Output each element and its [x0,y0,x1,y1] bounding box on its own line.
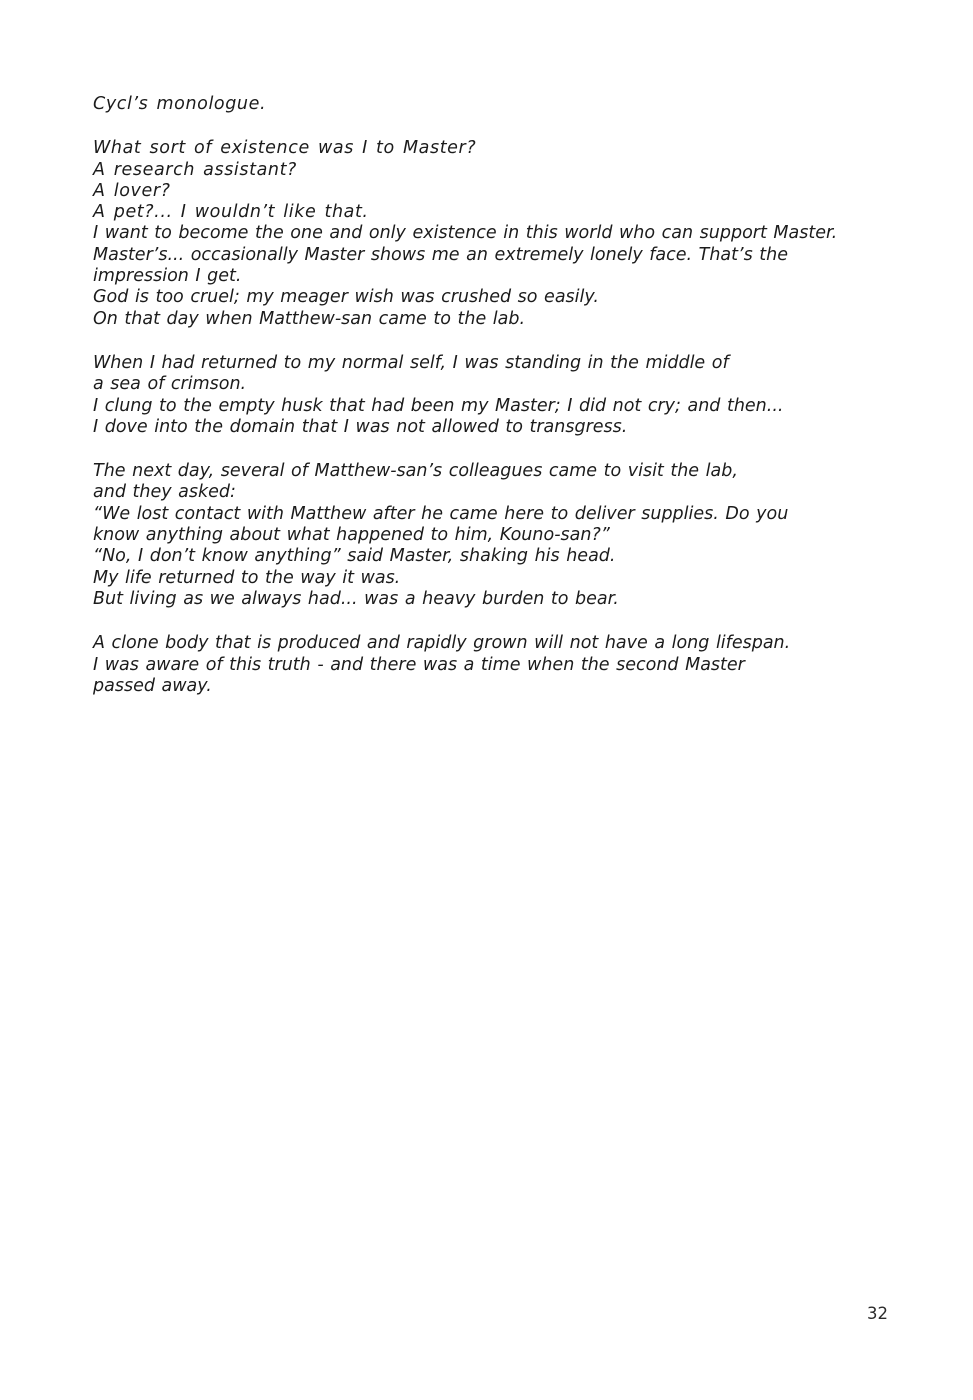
paragraph [93,223,913,329]
text-line: Master’s... occasionally Master shows me an extremely lonely face. That’s the [93,244,788,265]
text-line: But living as we always had... was a heavy burden to bear. [93,588,619,609]
text-line: The next day, several of Matthew-san’s colleagues came to visit the lab, [93,461,738,482]
text-line: “No, I don’t know anything” said Master, shaking his head. [93,546,616,567]
text-line: and they asked: [93,482,236,503]
text-line: A lover? [93,180,171,201]
text-line: My life returned to the way it was. [93,567,401,588]
text-line: “We lost contact with Matthew after he came here to deliver supplies. Do you [93,503,789,524]
text-line: I dove into the domain that I was not allowed to transgress. [93,416,628,437]
text-line: When I had returned to my normal self, I was standing in the middle of [93,352,729,373]
monologue-text [93,94,913,697]
text-line: A pet?... I wouldn’t like that. [93,202,369,223]
page-number: 32 [867,1304,888,1323]
text-line: What sort of existence was I to Master? [93,138,477,159]
text-line: A research assistant? [93,159,297,180]
text-line: Cycl’s monologue. [93,94,267,114]
text-line: a sea of crimson. [93,374,247,395]
paragraph [93,353,913,438]
paragraph [93,138,913,223]
text-line: passed away. [93,675,212,696]
text-line: know anything about what happened to him, Kouno-san?” [93,525,610,546]
paragraph [93,94,913,115]
text-line: I clung to the empty husk that had been my Master; I did not cry; and then... [93,395,784,416]
text-line: A clone body that is produced and rapidly grown will not have a long lifespan. [93,633,791,654]
paragraph [93,633,913,697]
text-line: I want to become the one and only existence in this world who can support Master. [93,223,838,244]
text-line: On that day when Matthew-san came to the lab. [93,308,526,329]
text-line: I was aware of this truth - and there was a time when the second Master [93,654,745,675]
paragraph [93,461,913,610]
text-line: God is too cruel; my meager wish was crushed so easily. [93,287,599,308]
text-line: impression I get. [93,266,242,287]
